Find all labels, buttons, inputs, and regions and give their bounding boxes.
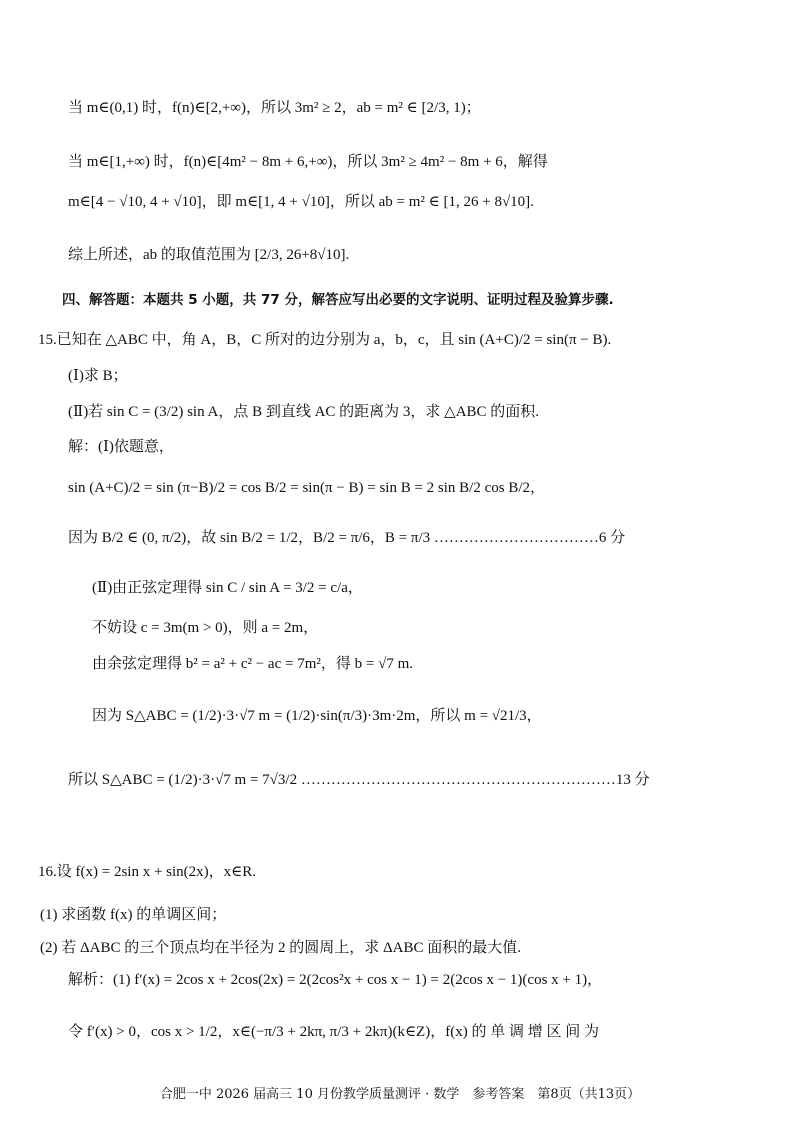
problem-16-part-2: (2) 若 ΔABC 的三个顶点均在半径为 2 的圆周上，求 ΔABC 面积的最大值. — [40, 940, 521, 956]
answer-line-3: m∈[4 − √10, 4 + √10]，即 m∈[1, 4 + √10]，所以 ab = m² ∈ [1, 26 + 8√10]. — [68, 194, 534, 210]
page-footer: 合肥一中 2026 届高三 10 月份教学质量测评 · 数学 参考答案 第8页（共13页） — [159, 1087, 641, 1102]
solution-line-7: 所以 S△ABC = (1/2)·3·√7 m = 7√3/2 ………………………………………………………13 分 — [68, 772, 650, 788]
problem-16-statement: 16.设 f(x) = 2sin x + sin(2x)，x∈R. — [38, 864, 257, 880]
solution-line-1: sin (A+C)/2 = sin (π−B)/2 = cos B/2 = sin(π − B) = sin B = 2 sin B/2 cos B/2， — [68, 480, 546, 496]
solution-line-5: 由余弦定理得 b² = a² + c² − ac = 7m²，得 b = √7 m. — [92, 656, 413, 672]
solution-line-3: (Ⅱ)由正弦定理得 sin C / sin A = 3/2 = c/a， — [92, 580, 363, 596]
solution-label: 解：(Ⅰ)依题意， — [68, 439, 174, 455]
section-heading: 四、解答题：本题共 5 小题，共 77 分，解答应写出必要的文字说明、证明过程及验算步骤. — [62, 292, 614, 308]
problem-16-part-1: (1) 求函数 f(x) 的单调区间； — [40, 907, 227, 923]
analysis-line-2: 令 f′(x) > 0，cos x > 1/2，x∈(−π/3 + 2kπ, π/3 + 2kπ)(k∈Z)，f(x) 的 单 调 增 区 间 为 — [68, 1024, 599, 1040]
analysis-line-1: 解析：(1) f′(x) = 2cos x + 2cos(2x) = 2(2cos²x + cos x − 1) = 2(2cos x − 1)(cos x + 1)， — [68, 972, 603, 988]
answer-line-4: 综上所述，ab 的取值范围为 [2/3, 26+8√10]. — [68, 247, 350, 263]
problem-15-statement: 15.已知在 △ABC 中，角 A，B，C 所对的边分别为 a，b，c，且 sin (A+C)/2 = sin(π − B). — [38, 332, 612, 348]
solution-line-6: 因为 S△ABC = (1/2)·3·√7 m = (1/2)·sin(π/3)·3m·2m，所以 m = √21/3， — [92, 708, 542, 724]
answer-line-1: 当 m∈(0,1) 时，f(n)∈[2,+∞)，所以 3m² ≥ 2，ab = m² ∈ [2/3, 1)； — [68, 100, 481, 116]
answer-line-2: 当 m∈[1,+∞) 时，f(n)∈[4m² − 8m + 6,+∞)，所以 3m² ≥ 4m² − 8m + 6，解得 — [68, 154, 548, 170]
solution-line-2: 因为 B/2 ∈ (0, π/2)，故 sin B/2 = 1/2，B/2 = π/6，B = π/3 ……………………………6 分 — [68, 530, 626, 546]
problem-15-part-2: (Ⅱ)若 sin C = (3/2) sin A，点 B 到直线 AC 的距离为 3，求 △ABC 的面积. — [68, 404, 540, 420]
problem-15-part-1: (Ⅰ)求 B； — [68, 368, 128, 384]
solution-line-4: 不妨设 c = 3m(m > 0)，则 a = 2m， — [92, 620, 319, 636]
